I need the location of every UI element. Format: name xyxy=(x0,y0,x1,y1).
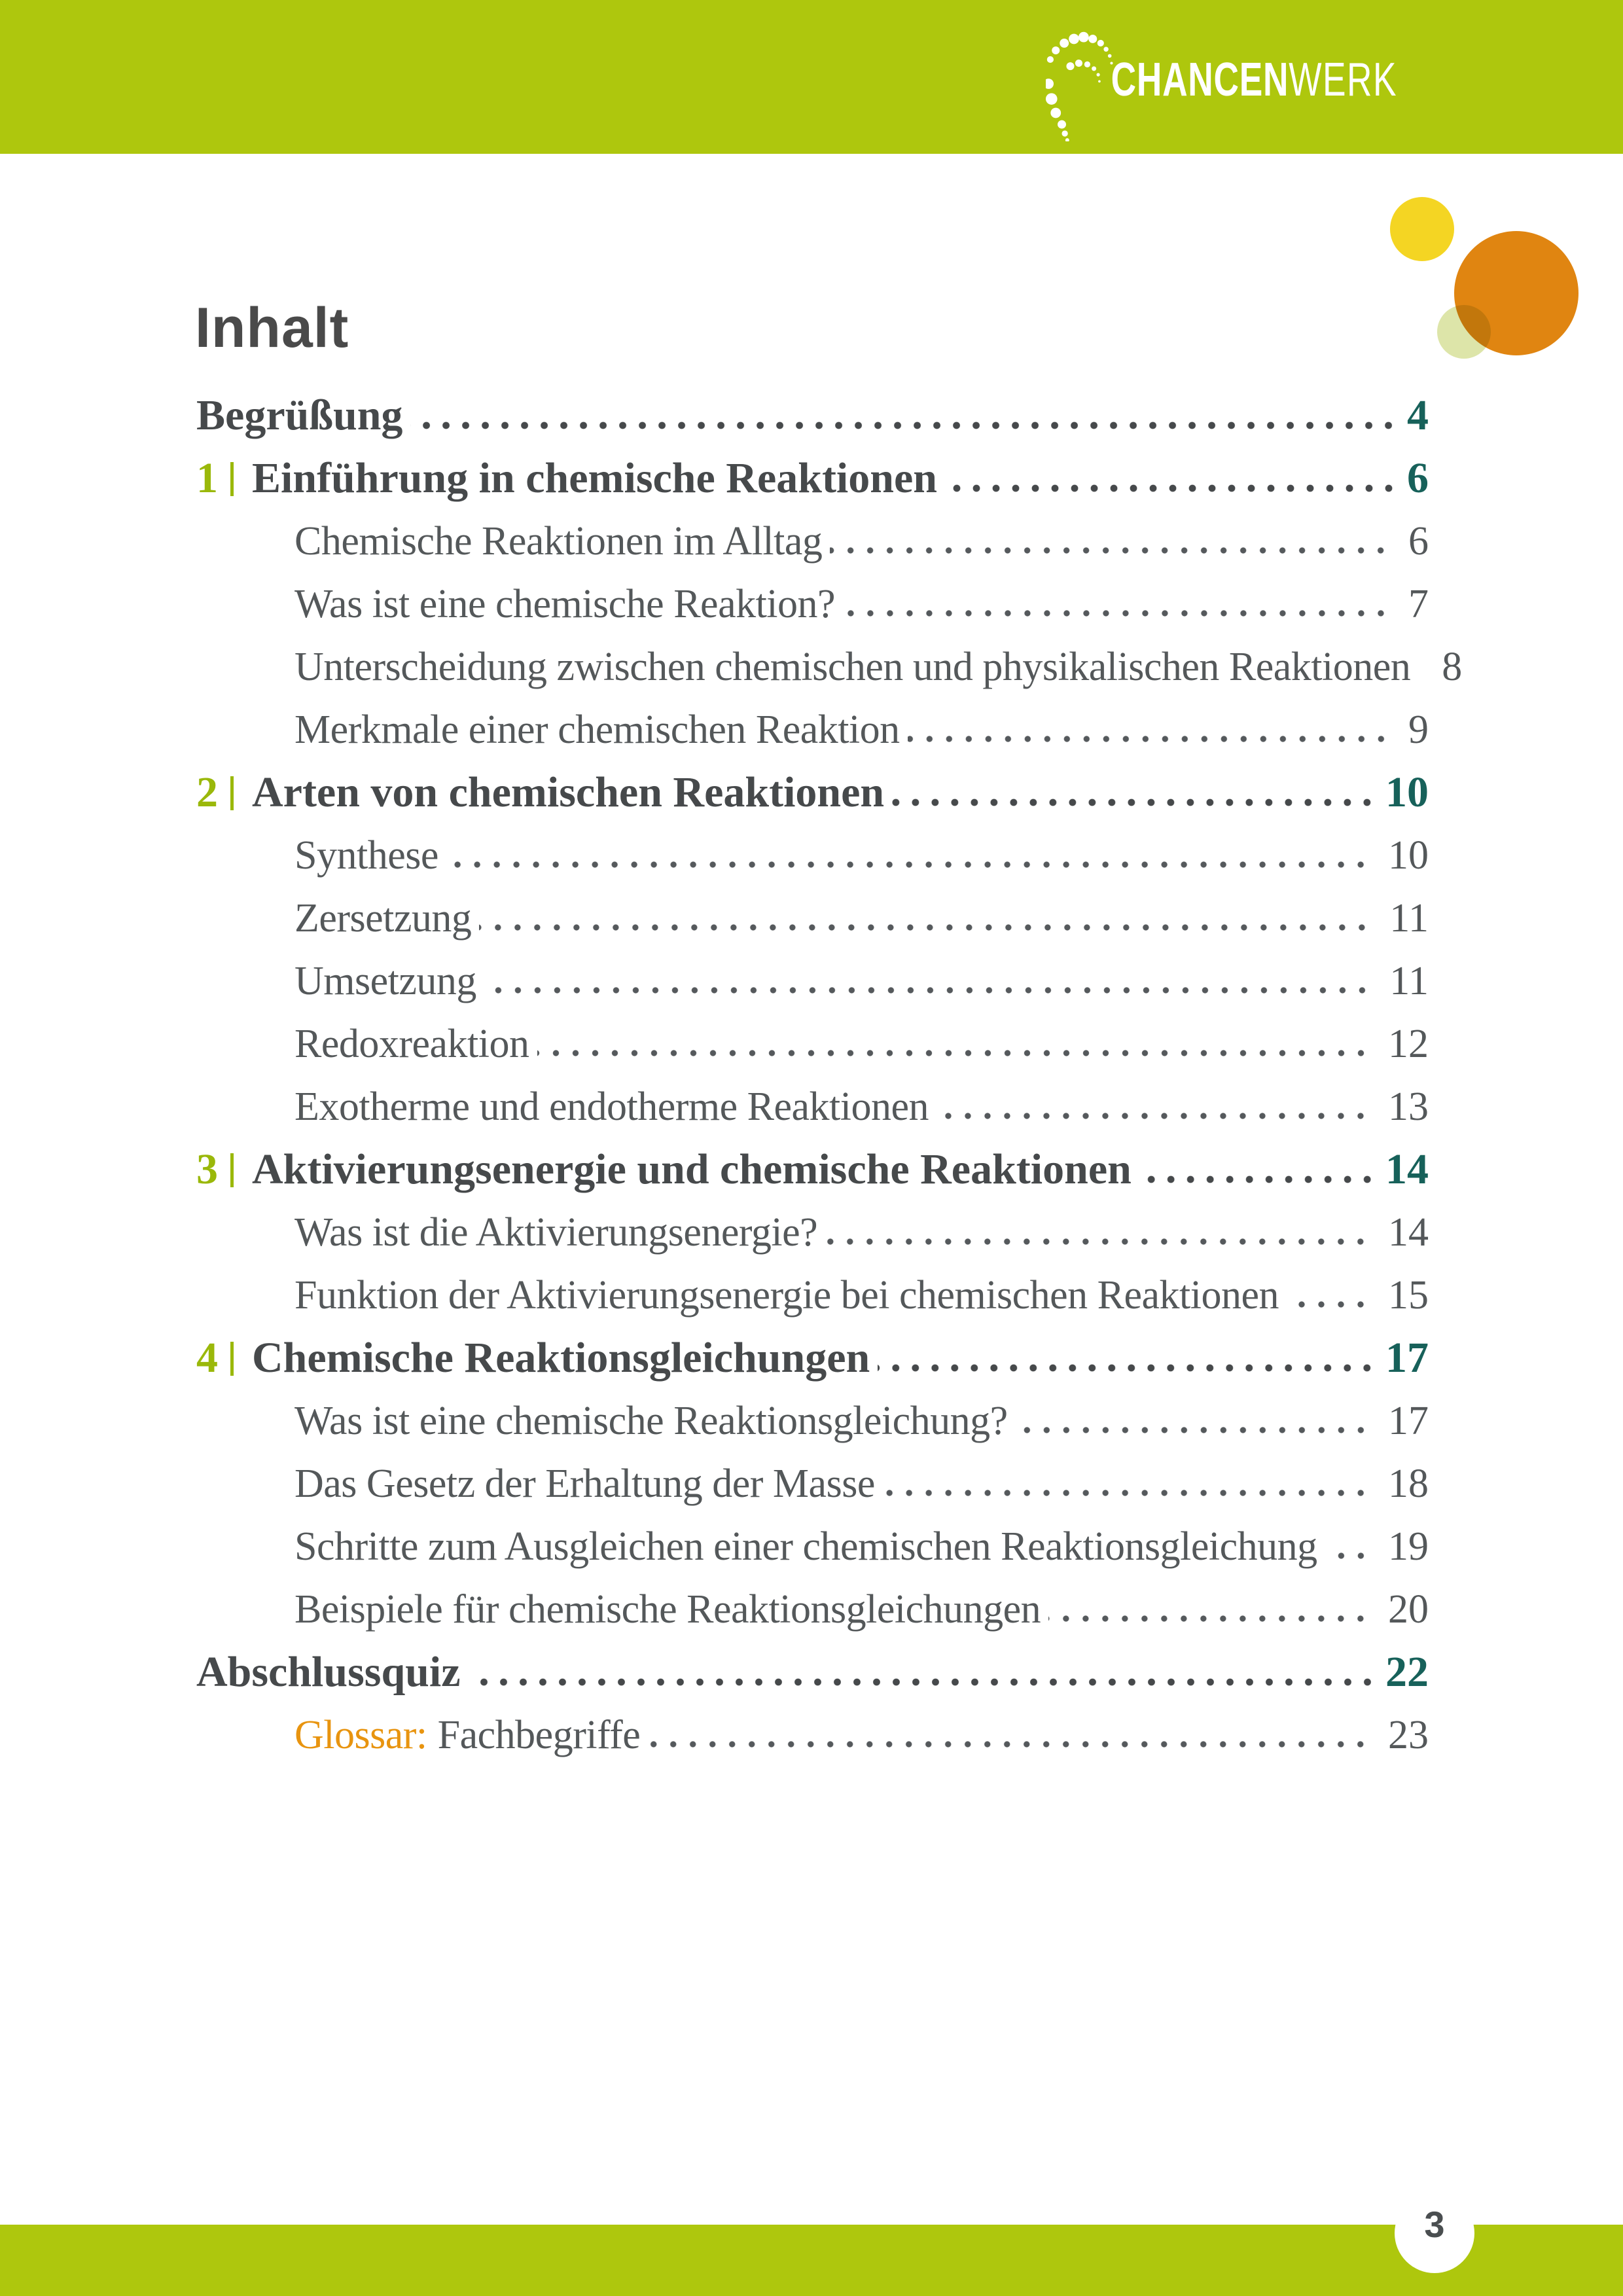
toc-entry-label: Redoxreaktion xyxy=(294,1022,529,1066)
toc-entry-label: Chemische Reaktionen im Alltag xyxy=(294,519,823,564)
toc-entry-label: Was ist eine chemische Reaktionsgleichung? xyxy=(294,1399,1008,1443)
page-title: Inhalt xyxy=(195,296,349,359)
toc-entry-page: 6 xyxy=(1408,519,1429,564)
dot-leader xyxy=(469,1678,1383,1686)
toc-entry-label: Begrüßung xyxy=(196,391,403,439)
toc-entry-label: Abschlussquiz xyxy=(196,1648,461,1696)
toc-entry-label: Zersetzung xyxy=(294,896,472,941)
dot-leader xyxy=(1287,1300,1376,1308)
toc-entry-label: Unterscheidung zwischen chemischen und physikalischen Reaktionen xyxy=(294,645,1411,689)
logo-wordmark xyxy=(1111,54,1397,106)
toc-section-number: 2 xyxy=(196,768,218,816)
toc-entry-label: Was ist eine chemische Reaktion? xyxy=(294,582,836,626)
toc-section-number: 4 xyxy=(196,1334,218,1382)
dot-leader xyxy=(1048,1615,1376,1623)
toc-entry-label: Aktivierungsenergie und chemische Reaktionen xyxy=(252,1145,1132,1193)
dot-leader xyxy=(1016,1426,1376,1434)
logo-wordmark-werk: WERK xyxy=(1289,54,1397,106)
toc-entry[interactable] xyxy=(196,1264,1429,1327)
toc-entry[interactable] xyxy=(196,447,1429,510)
toc-entry-label: Das Gesetz der Erhaltung der Masse xyxy=(294,1462,875,1506)
toc-entry-label: Chemische Reaktionsgleichungen xyxy=(252,1334,870,1382)
dot-leader xyxy=(825,1238,1376,1246)
toc-entry-label: Merkmale einer chemischen Reaktion xyxy=(294,708,900,752)
toc-entry-prefix: Glossar: xyxy=(294,1713,427,1757)
toc-entry-page: 11 xyxy=(1389,959,1429,1003)
toc-entry-page: 17 xyxy=(1388,1399,1429,1443)
dot-leader xyxy=(878,1364,1383,1372)
toc-entry[interactable] xyxy=(196,1138,1429,1201)
toc-entry[interactable] xyxy=(196,1452,1429,1515)
toc-entry-page: 6 xyxy=(1407,454,1429,502)
toc-entry[interactable] xyxy=(196,761,1429,824)
toc-entry-page: 22 xyxy=(1385,1648,1429,1696)
toc-entry[interactable] xyxy=(196,1578,1429,1641)
toc-entry[interactable] xyxy=(196,1327,1429,1390)
dot-leader xyxy=(484,986,1378,994)
toc-entry-page: 10 xyxy=(1388,833,1429,878)
dot-leader xyxy=(908,735,1397,743)
decor-circle-pale-green xyxy=(1437,305,1491,359)
footer-page-number: 3 xyxy=(1424,2203,1445,2245)
dot-leader xyxy=(830,547,1397,554)
toc-section-number: 3 xyxy=(196,1145,218,1193)
toc-entry-page: 14 xyxy=(1385,1145,1429,1193)
toc-entry-page: 8 xyxy=(1442,645,1463,689)
toc-entry[interactable] xyxy=(196,573,1429,636)
toc-entry-page: 18 xyxy=(1388,1462,1429,1506)
toc-entry-page: 9 xyxy=(1408,708,1429,752)
dot-leader xyxy=(648,1740,1376,1748)
toc-entry-page: 23 xyxy=(1388,1713,1429,1757)
toc-entry-label: Exotherme und endotherme Reaktionen xyxy=(294,1085,929,1129)
dot-leader xyxy=(843,609,1397,617)
toc-section-number: 1 xyxy=(196,454,218,502)
dot-leader xyxy=(410,422,1404,429)
dot-leader xyxy=(537,1049,1376,1057)
dot-leader xyxy=(883,1489,1376,1497)
toc-list xyxy=(196,384,1463,1767)
dot-leader xyxy=(936,1112,1376,1120)
logo-dots-icon xyxy=(1046,26,1119,141)
toc-entry[interactable] xyxy=(196,1013,1429,1075)
toc-entry[interactable] xyxy=(196,384,1429,447)
toc-entry-page: 13 xyxy=(1388,1085,1429,1129)
toc-entry[interactable] xyxy=(196,1641,1429,1704)
toc-entry-page: 14 xyxy=(1388,1210,1429,1255)
footer-page-badge xyxy=(1395,2193,1474,2273)
toc-entry-page: 17 xyxy=(1385,1334,1429,1382)
toc-entry-label: Arten von chemischen Reaktionen xyxy=(252,768,885,816)
toc-number-separator xyxy=(230,1153,234,1187)
dot-leader xyxy=(446,861,1376,869)
toc-entry[interactable] xyxy=(196,1704,1429,1767)
toc-entry[interactable] xyxy=(196,1201,1429,1264)
toc-entry-label: Was ist die Aktivierungsenergie? xyxy=(294,1210,818,1255)
toc-entry-page: 12 xyxy=(1388,1022,1429,1066)
toc-entry-label: Schritte zum Ausgleichen einer chemischen Reaktionsgleichung xyxy=(294,1524,1317,1569)
toc-entry[interactable] xyxy=(196,636,1463,698)
toc-entry-label: Synthese xyxy=(294,833,438,878)
toc-number-separator xyxy=(230,1342,234,1376)
toc-entry-label: Einführung in chemische Reaktionen xyxy=(252,454,937,502)
dot-leader xyxy=(1325,1552,1376,1560)
toc-entry[interactable] xyxy=(196,510,1429,573)
toc-entry-page: 7 xyxy=(1408,582,1429,626)
toc-number-separator xyxy=(230,776,234,810)
toc-entry[interactable] xyxy=(196,887,1429,950)
toc-entry-page: 15 xyxy=(1388,1273,1429,1318)
toc-entry[interactable] xyxy=(196,698,1429,761)
toc-entry-page: 19 xyxy=(1388,1524,1429,1569)
dot-leader xyxy=(945,484,1404,492)
toc-entry-page: 20 xyxy=(1388,1587,1429,1632)
toc-entry-page: 10 xyxy=(1385,768,1429,816)
decor-circle-yellow xyxy=(1390,197,1454,261)
toc-entry[interactable] xyxy=(196,1515,1429,1578)
toc-entry[interactable] xyxy=(196,950,1429,1013)
toc-entry-label: Umsetzung xyxy=(294,959,476,1003)
toc-entry-label: Funktion der Aktivierungsenergie bei chemischen Reaktionen xyxy=(294,1273,1279,1318)
toc-entry[interactable] xyxy=(196,1390,1429,1452)
dot-leader xyxy=(479,924,1378,931)
header-bar xyxy=(0,0,1623,154)
toc-entry-page: 4 xyxy=(1407,391,1429,439)
toc-entry-label: Beispiele für chemische Reaktionsgleichungen xyxy=(294,1587,1041,1632)
toc-entry[interactable] xyxy=(196,1075,1429,1138)
dot-leader xyxy=(1139,1175,1383,1183)
toc-entry[interactable] xyxy=(196,824,1429,887)
toc-number-separator xyxy=(230,462,234,496)
toc-entry-label: Fachbegriffe xyxy=(437,1713,641,1757)
toc-entry-page: 11 xyxy=(1389,896,1429,941)
footer-bar xyxy=(0,2225,1623,2296)
dot-leader xyxy=(1418,672,1430,680)
logo-wordmark-chancen: CHANCEN xyxy=(1111,54,1289,106)
dot-leader xyxy=(892,798,1383,806)
